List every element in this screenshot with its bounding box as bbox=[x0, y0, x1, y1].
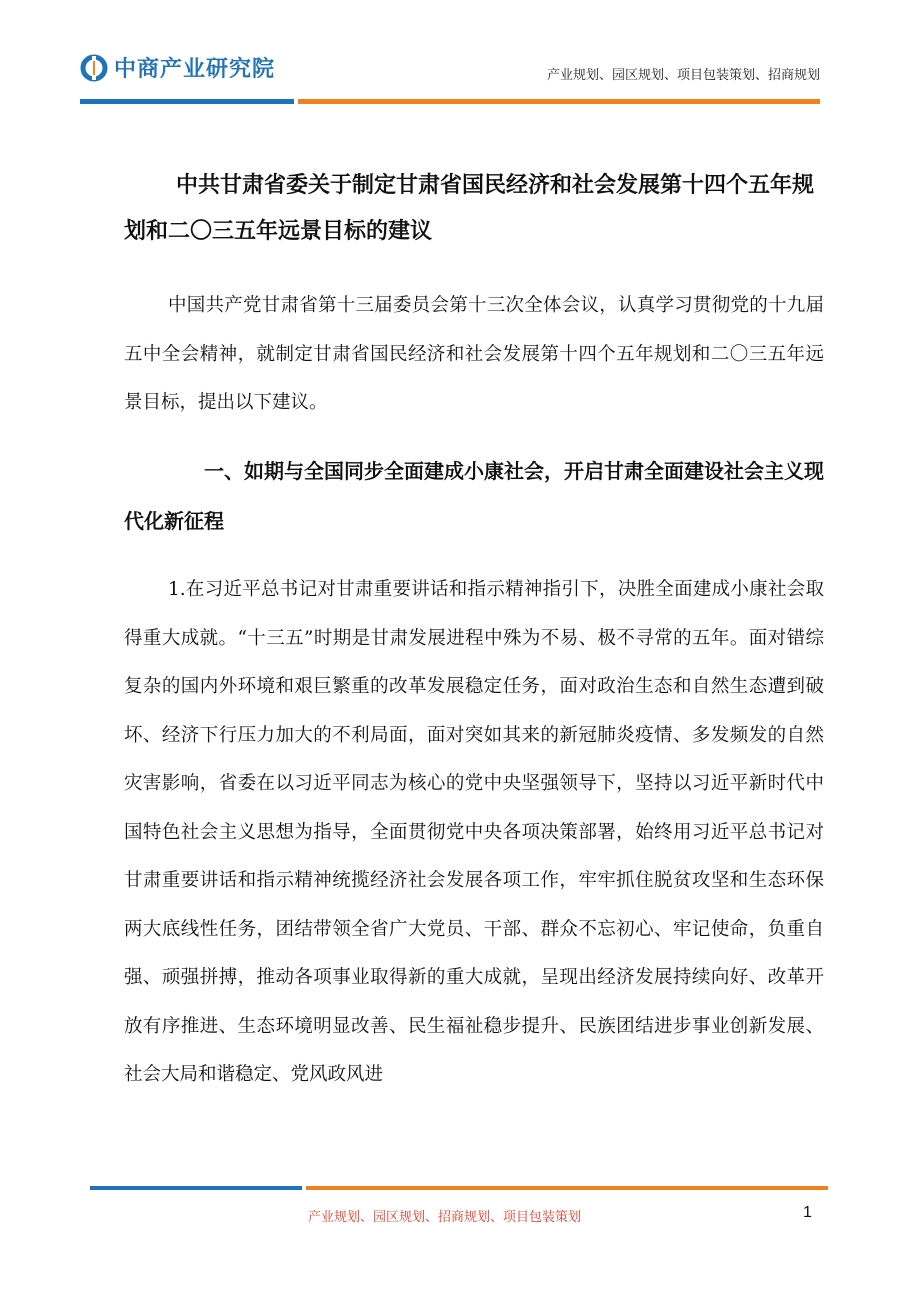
footer-tagline: 产业规划、园区规划、招商规划、项目包装策划 bbox=[308, 1210, 582, 1225]
page-number: 1 bbox=[803, 1204, 812, 1221]
logo-text: 中商产业研究院 bbox=[114, 57, 276, 82]
logo-mark-icon bbox=[80, 54, 108, 82]
footer-divider-orange bbox=[306, 1186, 828, 1190]
header-divider-blue bbox=[80, 99, 294, 104]
intro-paragraph: 中国共产党甘肃省第十三届委员会第十三次全体会议，认真学习贯彻党的十九届五中全会精神，就制定甘肃省国民经济和社会发展第十四个五年规划和二〇三五年远景目标，提出以下建议。 bbox=[124, 295, 824, 413]
document-title: 中共甘肃省委关于制定甘肃省国民经济和社会发展第十四个五年规划和二〇三五年远景目标的建议 bbox=[124, 172, 815, 244]
company-logo bbox=[80, 52, 275, 83]
section-paragraph: 1.在习近平总书记对甘肃重要讲话和指示精神指引下，决胜全面建成小康社会取得重大成就。“十三五”时期是甘肃发展进程中殊为不易、极不寻常的五年。面对错综复杂的国内外环境和艰巨繁重的改革发展稳定任务，面对政治生态和自然生态遭到破坏、经济下行压力加大的不利局面，面对突如其来的新冠肺炎疫情、多发频发的自然灾害影响，省委在以习近平同志为核心的党中央坚强领导下，坚持以习近平新时代中国特色社会主义思想为指导，全面贯彻党中央各项决策部署，始终用习近平总书记对甘肃重要讲话和指示精神统揽经济社会发展各项工作，牢牢抓住脱贫攻坚和生态环保两大底线性任务，团结带领全省广大党员、干部、群众不忘初心、牢记使命，负重自强、顽强拼搏，推动各项事业取得新的重大成就，呈现出经济发展持续向好、改革开放有序推进、生态环境明显改善、民生福祉稳步提升、民族团结进步事业创新发展、社会大局和谐稳定、党风政风进 bbox=[124, 579, 824, 1085]
page-header bbox=[0, 0, 920, 110]
section-heading: 一、如期与全国同步全面建成小康社会，开启甘肃全面建设社会主义现代化新征程 bbox=[124, 459, 824, 533]
footer-divider-blue bbox=[90, 1186, 302, 1190]
header-divider-orange bbox=[298, 99, 820, 104]
header-tagline: 产业规划、园区规划、项目包装策划、招商规划 bbox=[546, 68, 820, 83]
